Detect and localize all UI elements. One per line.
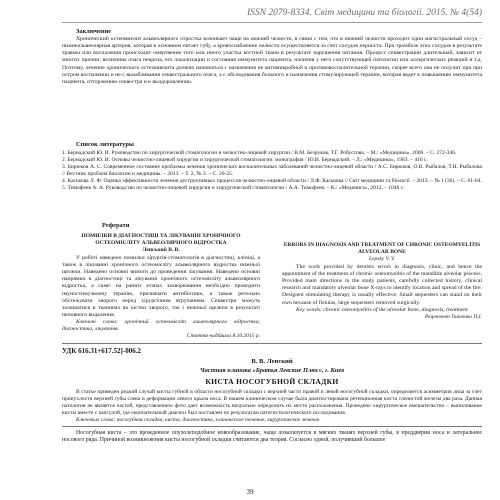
- abstract-ua: [62, 233, 260, 340]
- article-divider: [62, 343, 482, 344]
- reference-item: 2. Бернадский Ю. И. Основы челюстно-лицевой хирургии и хирургической стоматологии: монография / Ю.И. Бернадский. – Л.: «Медицина», 1983. – 416 с.: [62, 156, 428, 163]
- article-title: КИСТА НОСОГУБНОЙ СКЛАДКИ: [205, 377, 339, 386]
- references-section: [62, 141, 482, 191]
- header-rule: [62, 22, 482, 23]
- abstract-en: [282, 242, 482, 321]
- next-article: [62, 347, 482, 444]
- reference-item: 3. Бирюков А. С. Современное состояние проблемы лечения хронических воспалительных заболеваний челюстно-лицевой области / А.С. Бирюков, О.В. Рыбалов, Т.Н. Рыбалова // Вестник проблем биологии и медицины. – 2013. – Т. 2, № 3. – С. 20-25.: [62, 163, 482, 177]
- abstract-en-author: Lepsky V. V.: [368, 255, 396, 262]
- article-intro: Носогубная киста – это врожденное опухолеподобное новообразование, чаще локализуется в мягких тканях верхней губы, в преддверии носа и латеральнее носового ряда. Причиной возникновения кисты носогубной складки считаются два теория. Согласно одной, получивший большое: [62, 429, 482, 443]
- reference-item: 4. Каськова Л. Ф. Оценка эффективности лечения деструктивных процессов челюстно-лицевой области / Л.Ф. Каськова // Світ медицини та біології. – 2013. – № 1 (36). – С. 61-64.: [62, 177, 482, 184]
- page-number: 39: [246, 488, 254, 496]
- reference-item: 5. Тимофеев А. А. Руководство по челюстно-лицевой хирургии и хирургической стоматологии / А.А. Тимофеев. – К.: «Медкнига», 2012. – 1048 с.: [62, 184, 405, 191]
- article-affiliation: Частная клиника «Братья Левские Плюс», г. Киев: [199, 366, 345, 374]
- conclusion-section: [62, 28, 482, 86]
- abstract-ua-keywords: Ключові слова: хронічний остеомієліт альвеолярного відростка, діагностика, лікування.: [62, 319, 260, 333]
- abstract-rule: [62, 426, 482, 427]
- article-author: В. В. Лепский: [251, 358, 293, 365]
- abstract-ua-received: Стаття надійшла 8.10.2015 р.: [186, 333, 260, 340]
- abstract-en-body: The work provided by dentists errors in diagnosis, clinic, and hence the appointment of the treatment of chronic osteomyelitis of the mandible alveolar process. Provided main directions in the study patients, carefully collected history, clinical research and mandatory alveolar bone X-rays to identify location and spread of the fire. Designed stimulating therapy is usually effective. Small sequesters can stand on their own because of fistulas, large sequesters removed surgically.: [282, 263, 482, 306]
- article-keywords: Ключевые слова: носогубная складка, киста, диагностика, клиническое течение, хирургическое лечение.: [76, 416, 321, 423]
- abstract-ua-author: Лепський В. В.: [142, 246, 180, 253]
- reference-item: 1. Бернадский Ю. И. Руководство по хирургической стоматологии и челюстно-лицевой хирургии / В.М. Безруков, Т.Г. Робустова. – М.: «Медицина», 2000. – С. 272-346.: [62, 150, 457, 156]
- abstract-en-reviewer: Рецензент Ткаченко П.І.: [424, 313, 482, 320]
- running-header: ISSN 2079-8334. Світ медицини та біології. 2015. № 4(54): [247, 8, 482, 18]
- abstract-en-title: ERRORS IN DIAGNOSIS AND TREATMENT OF CHRONIC OSTEOMYELITIS ALVEOLAR BONE: [283, 242, 481, 255]
- references-list: [62, 150, 482, 191]
- references-heading: Список литературы: [76, 141, 134, 148]
- abstract-ua-title: ПОМИЛКИ В ДІАГНОСТИЦІ ТА ЛІКУВАННІ ХРОНІЧНОГО ОСТЕОМІЄЛІТУ АЛЬВЕОЛЯРНОГО ВІДРОСТКА: [81, 233, 241, 246]
- abstracts-label: Реферати: [102, 222, 130, 229]
- udc-code: УДК 616.31+617.52]-006.2: [62, 347, 141, 355]
- abstract-en-keywords: Key words: chronic osteomyelitis of the alveolar bone, diagnosis, treatment.: [296, 306, 470, 313]
- conclusion-paragraph: Хронический остеомиелит альвеолярного отростка возникает чаще на нижней челюсти, в связи с тем, что в нижней челюсти проходит один магистральный сосуд – нижнеальвеолярная артерия, которая в основном питает губу, а кровоснабжение челюсти осуществляется за счет сосудов периоста. При тромбозе этих сосудов в результате травмы или воспаления происходит омертвение того или иного участка костной ткани в результате нарушения питания. Процесс секвестрации длительный, зависит от многих причин: величины очага некроза, его локализации и состояния иммунитета пациента, наличия у него сопутствующей патологии или аллергических реакций и т.д. Поэтому, лечение хронического остеомиелита должно начинаться с назначения не антимикробной и противовоспалительной терапии, скорее всего она не получит при при остром воспалении и не с вызабливания секвестрального очага, а с обследования больного и назначения стимулирующей терапии, которая ведет к повышению иммунитета пациента, отторжению секвестра и к выздоровлению.: [62, 36, 482, 85]
- article-abstract: В статье приведен редкий случай кисты губной в области носогубной складки с верхней части правой и левой носогубной складки, определяется асимметрия лица за счет припухлости верхней губы слева и деформации левого крыла носа. В нашем клиническом случае была диагностирована ретенционная киста слизистой железы два раза. Данная патология не является частой, представленное фото дает возможность визуально определить их место расположения. Проведено хирургическое вмешательство – выпиливание кисты вместе с капсулой, где окончательный диагноз был поставлен по результатам патогистологического исследования.: [62, 389, 482, 416]
- conclusion-heading: Заключение: [76, 28, 112, 35]
- abstract-ua-body: У роботі наведено помилки хірургів-стоматологів в діагностиці, клініці, а також в лікуванні хронічного остеомієліту альвеолярного відростка нижньої щелепи. Наведено основні вимоги до проведення лікування. Наведено основні напрямки в діагностиці та лікуванні хронічного остеомієліту альвеолярного відростка, а саме: на ранніх етапах захворювання необхідно проводити імуностимулюючу терапію, призначати антибіотики, а також ретельно обстежувати хворого перед хірургічним втручанням. Секвестри можуть залишатися в тканинах як кістки хворого, так і нижньої щелепи в результаті неповного видалення.: [62, 254, 260, 318]
